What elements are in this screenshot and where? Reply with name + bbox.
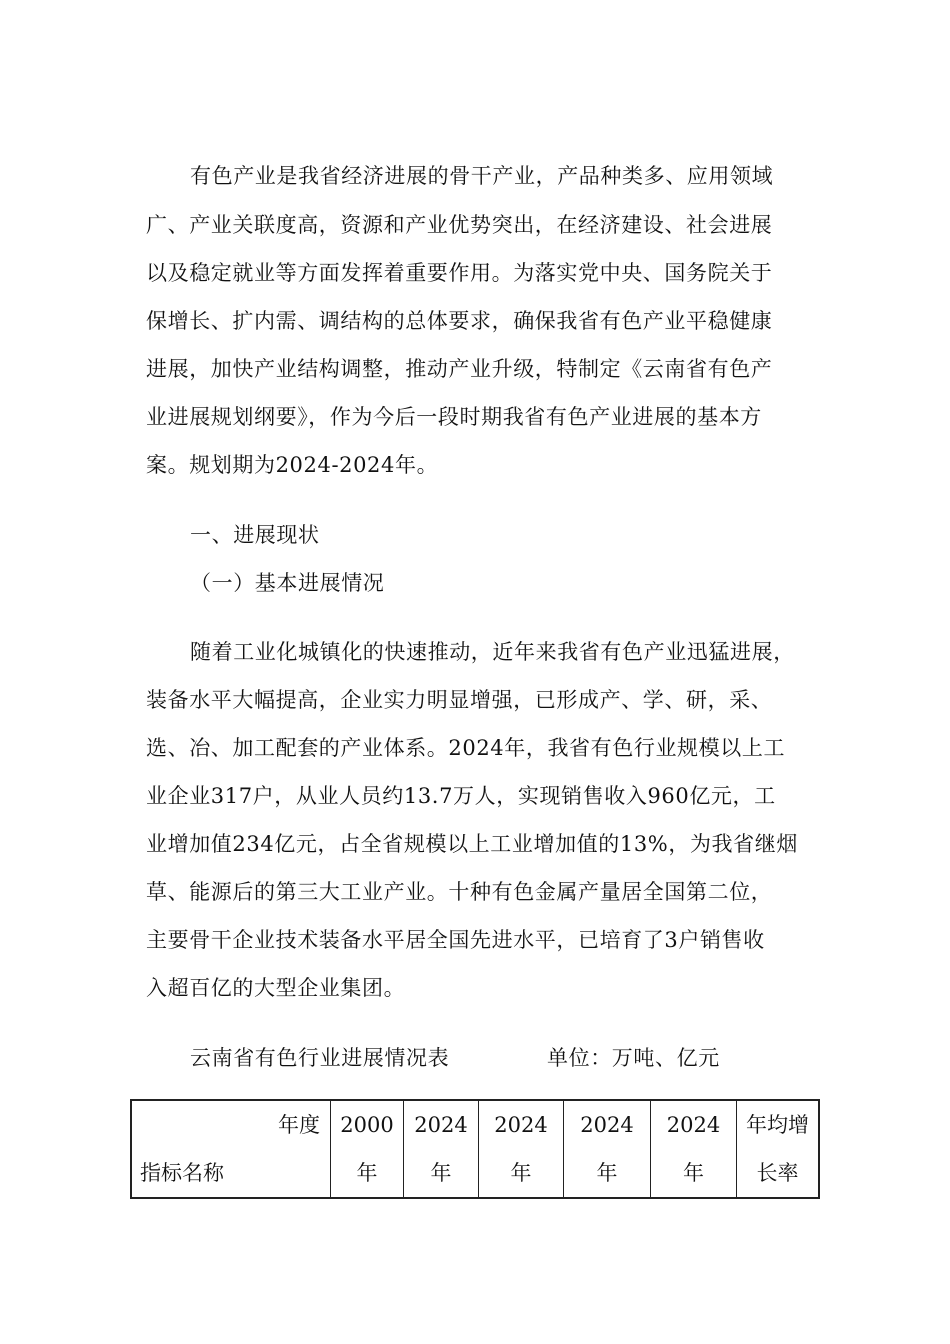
header-top: 2000 [340, 1113, 394, 1137]
intro-line-5: 进展，加快产业结构调整，推动产业升级，特制定《云南省有色产 [146, 357, 773, 381]
table-header-cell [331, 1101, 404, 1197]
intro-line-2: 广、产业关联度高，资源和产业优势突出，在经济建设、社会进展 [146, 213, 773, 237]
table-header-cell [737, 1101, 818, 1197]
status-line-6: 草、能源后的第三大工业产业。十种有色金属产量居全国第二位， [146, 880, 773, 904]
data-table [130, 1099, 820, 1199]
header-top: 2024 [666, 1113, 721, 1137]
status-line-5: 业增加值234亿元，占全省规模以上工业增加值的13%，为我省继烟 [146, 832, 798, 856]
intro-line-1: 有色产业是我省经济进展的骨干产业，产品种类多、应用领域 [190, 164, 774, 188]
corner-year-label: 年度 [278, 1113, 320, 1137]
status-line-3: 选、冶、加工配套的产业体系。2024年，我省有色行业规模以上工 [146, 736, 786, 760]
table-corner-cell [132, 1101, 331, 1197]
status-line-8: 入超百亿的大型企业集团。 [146, 976, 406, 1000]
table-caption: 云南省有色行业进展情况表 [190, 1046, 450, 1070]
intro-line-6: 业进展规划纲要》，作为今后一段时期我省有色产业进展的基本方 [146, 405, 762, 429]
status-line-2: 装备水平大幅提高，企业实力明显增强，已形成产、学、研，采、 [146, 688, 773, 712]
header-top: 2024 [580, 1113, 634, 1137]
header-top: 2024 [414, 1113, 468, 1137]
header-bottom: 长率 [756, 1161, 799, 1185]
corner-indicator-label: 指标名称 [140, 1161, 224, 1185]
header-top: 年均增 [746, 1113, 809, 1137]
header-bottom: 年 [430, 1161, 452, 1185]
subsection-heading: （一）基本进展情况 [190, 571, 385, 595]
header-bottom: 年 [356, 1161, 378, 1185]
table-header-cell [479, 1101, 564, 1197]
table-header-cell [564, 1101, 651, 1197]
intro-line-3: 以及稳定就业等方面发挥着重要作用。为落实党中央、国务院关于 [146, 261, 773, 285]
table-header-cell [651, 1101, 737, 1197]
status-line-7: 主要骨干企业技术装备水平居全国先进水平，已培育了3户销售收 [146, 928, 765, 952]
table-unit: 单位：万吨、亿元 [547, 1046, 720, 1070]
intro-line-7: 案。规划期为2024-2024年。 [146, 453, 439, 477]
section-heading: 一、进展现状 [190, 523, 320, 547]
intro-line-4: 保增长、扩内需、调结构的总体要求，确保我省有色产业平稳健康 [146, 309, 773, 333]
header-bottom: 年 [510, 1161, 532, 1185]
status-line-4: 业企业317户，从业人员约13.7万人，实现销售收入960亿元，工 [146, 784, 776, 808]
header-bottom: 年 [596, 1161, 618, 1185]
header-top: 2024 [494, 1113, 548, 1137]
status-line-1: 随着工业化城镇化的快速推动，近年来我省有色产业迅猛进展， [190, 640, 795, 664]
table-header-cell [404, 1101, 479, 1197]
header-bottom: 年 [683, 1161, 704, 1185]
